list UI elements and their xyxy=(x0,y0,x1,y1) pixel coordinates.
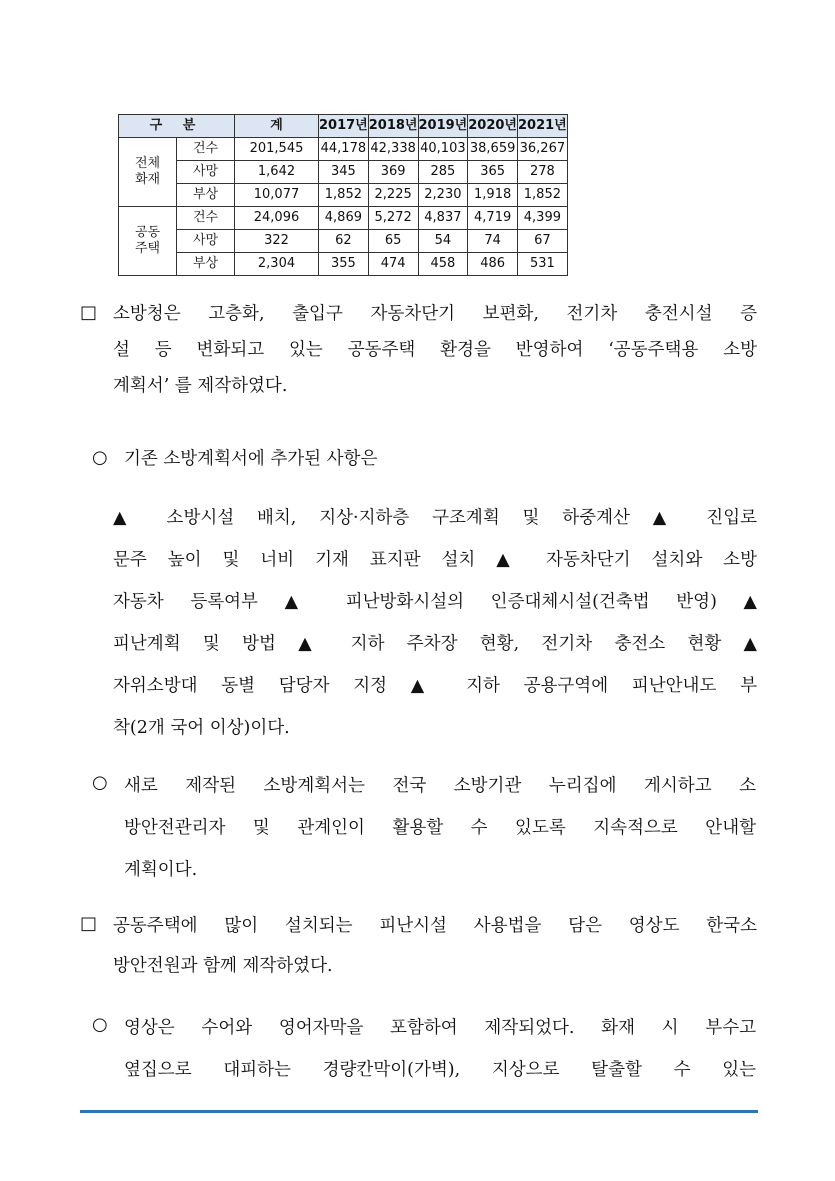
table-row xyxy=(119,161,568,184)
table-cell: 10,077 xyxy=(235,184,319,207)
table-cell: 2,304 xyxy=(235,253,319,276)
row-item-label: 부상 xyxy=(177,253,235,276)
text-line: 기존 소방계획서에 추가된 사항은 xyxy=(124,449,378,469)
table-cell: 278 xyxy=(518,161,568,184)
table-cell: 36,267 xyxy=(518,138,568,161)
paragraph-sub-1 xyxy=(124,441,756,477)
table-cell: 4,399 xyxy=(518,207,568,230)
table-cell: 531 xyxy=(518,253,568,276)
table-cell: 4,869 xyxy=(319,207,369,230)
table-cell: 285 xyxy=(418,161,468,184)
fire-statistics-table xyxy=(118,114,568,276)
table-cell: 1,852 xyxy=(518,184,568,207)
text-line: 소방청은 고층화, 출입구 자동차단기 보편화, 전기차 충전시설 증 xyxy=(113,304,757,324)
table-cell: 201,545 xyxy=(235,138,319,161)
header-total: 계 xyxy=(235,115,319,138)
text-line: 공동주택에 많이 설치되는 피난시설 사용법을 담은 영상도 한국소 xyxy=(113,916,757,936)
text-line: ▲ 소방시설 배치, 지상·지하층 구조계획 및 하중계산 ▲ 진입로 xyxy=(113,508,757,528)
table-cell: 38,659 xyxy=(468,138,518,161)
table-cell: 65 xyxy=(368,230,418,253)
table-cell: 322 xyxy=(235,230,319,253)
row-item-label: 건수 xyxy=(177,207,235,230)
circle-bullet-icon: ○ xyxy=(92,1014,108,1035)
text-line: 새로 제작된 소방계획서는 전국 소방기관 누리집에 게시하고 소 xyxy=(124,776,756,796)
text-line: 피난계획 및 방법 ▲ 지하 주차장 현황, 전기차 충전소 현황 ▲ xyxy=(113,634,757,654)
text-line: 문주 높이 및 너비 기재 표지판 설치 ▲ 자동차단기 설치와 소방 xyxy=(113,550,757,570)
row-item-label: 사망 xyxy=(177,161,235,184)
table-cell: 458 xyxy=(418,253,468,276)
paragraph-additions-list xyxy=(113,497,757,749)
table-row xyxy=(119,138,568,161)
header-2020: 2020년 xyxy=(468,115,518,138)
table-cell: 345 xyxy=(319,161,369,184)
table-cell: 67 xyxy=(518,230,568,253)
table-cell: 4,837 xyxy=(418,207,468,230)
table-cell: 4,719 xyxy=(468,207,518,230)
table-cell: 40,103 xyxy=(418,138,468,161)
header-2017: 2017년 xyxy=(319,115,369,138)
table-cell: 42,338 xyxy=(368,138,418,161)
group-label-line: 전체 xyxy=(134,156,161,171)
bottom-divider-line xyxy=(80,1110,758,1113)
table-cell: 1,918 xyxy=(468,184,518,207)
group-label-all-fires xyxy=(119,138,177,207)
table-cell: 62 xyxy=(319,230,369,253)
table-cell: 486 xyxy=(468,253,518,276)
group-label-line: 주택 xyxy=(134,241,161,256)
row-item-label: 사망 xyxy=(177,230,235,253)
circle-bullet-icon: ○ xyxy=(92,447,108,468)
table-cell: 5,272 xyxy=(368,207,418,230)
text-line: 방안전관리자 및 관계인이 활용할 수 있도록 지속적으로 안내할 xyxy=(124,818,756,838)
text-line: 영상은 수어와 영어자막을 포함하여 제작되었다. 화재 시 부수고 xyxy=(124,1018,756,1038)
header-category: 구 분 xyxy=(119,115,235,138)
text-line: 계획서’ 를 제작하였다. xyxy=(113,376,288,396)
group-label-line: 공동 xyxy=(134,225,161,240)
circle-bullet-icon: ○ xyxy=(92,772,108,793)
row-item-label: 건수 xyxy=(177,138,235,161)
table-cell: 54 xyxy=(418,230,468,253)
text-line: 설 등 변화되고 있는 공동주택 환경을 반영하여 ‘공동주택용 소방 xyxy=(113,340,757,360)
table-header-row xyxy=(119,115,568,138)
paragraph-main-1 xyxy=(113,296,757,404)
table-cell: 474 xyxy=(368,253,418,276)
table-row xyxy=(119,230,568,253)
text-line: 방안전원과 함께 제작하였다. xyxy=(113,956,333,976)
table-cell: 1,852 xyxy=(319,184,369,207)
paragraph-main-2 xyxy=(113,906,757,986)
table-cell: 74 xyxy=(468,230,518,253)
table-cell: 24,096 xyxy=(235,207,319,230)
table-cell: 1,642 xyxy=(235,161,319,184)
table-cell: 2,230 xyxy=(418,184,468,207)
table-cell: 44,178 xyxy=(319,138,369,161)
text-line: 착(2개 국어 이상)이다. xyxy=(113,718,290,738)
table-row xyxy=(119,207,568,230)
table-row xyxy=(119,184,568,207)
text-line: 옆집으로 대피하는 경량칸막이(가벽), 지상으로 탈출할 수 있는 xyxy=(124,1060,756,1080)
group-label-apartments xyxy=(119,207,177,276)
table-cell: 369 xyxy=(368,161,418,184)
square-bullet-icon: □ xyxy=(80,302,98,323)
table-row xyxy=(119,253,568,276)
square-bullet-icon: □ xyxy=(80,913,98,934)
header-2019: 2019년 xyxy=(418,115,468,138)
table-cell: 355 xyxy=(319,253,369,276)
text-line: 자위소방대 동별 담당자 지정 ▲ 지하 공용구역에 피난안내도 부 xyxy=(113,676,757,696)
table-cell: 365 xyxy=(468,161,518,184)
header-2021: 2021년 xyxy=(518,115,568,138)
text-line: 계획이다. xyxy=(124,860,198,880)
row-item-label: 부상 xyxy=(177,184,235,207)
group-label-line: 화재 xyxy=(134,172,161,187)
paragraph-sub-2 xyxy=(124,765,756,891)
table-cell: 2,225 xyxy=(368,184,418,207)
paragraph-sub-3 xyxy=(124,1007,756,1091)
text-line: 자동차 등록여부 ▲ 피난방화시설의 인증대체시설(건축법 반영) ▲ xyxy=(113,592,757,612)
header-2018: 2018년 xyxy=(368,115,418,138)
